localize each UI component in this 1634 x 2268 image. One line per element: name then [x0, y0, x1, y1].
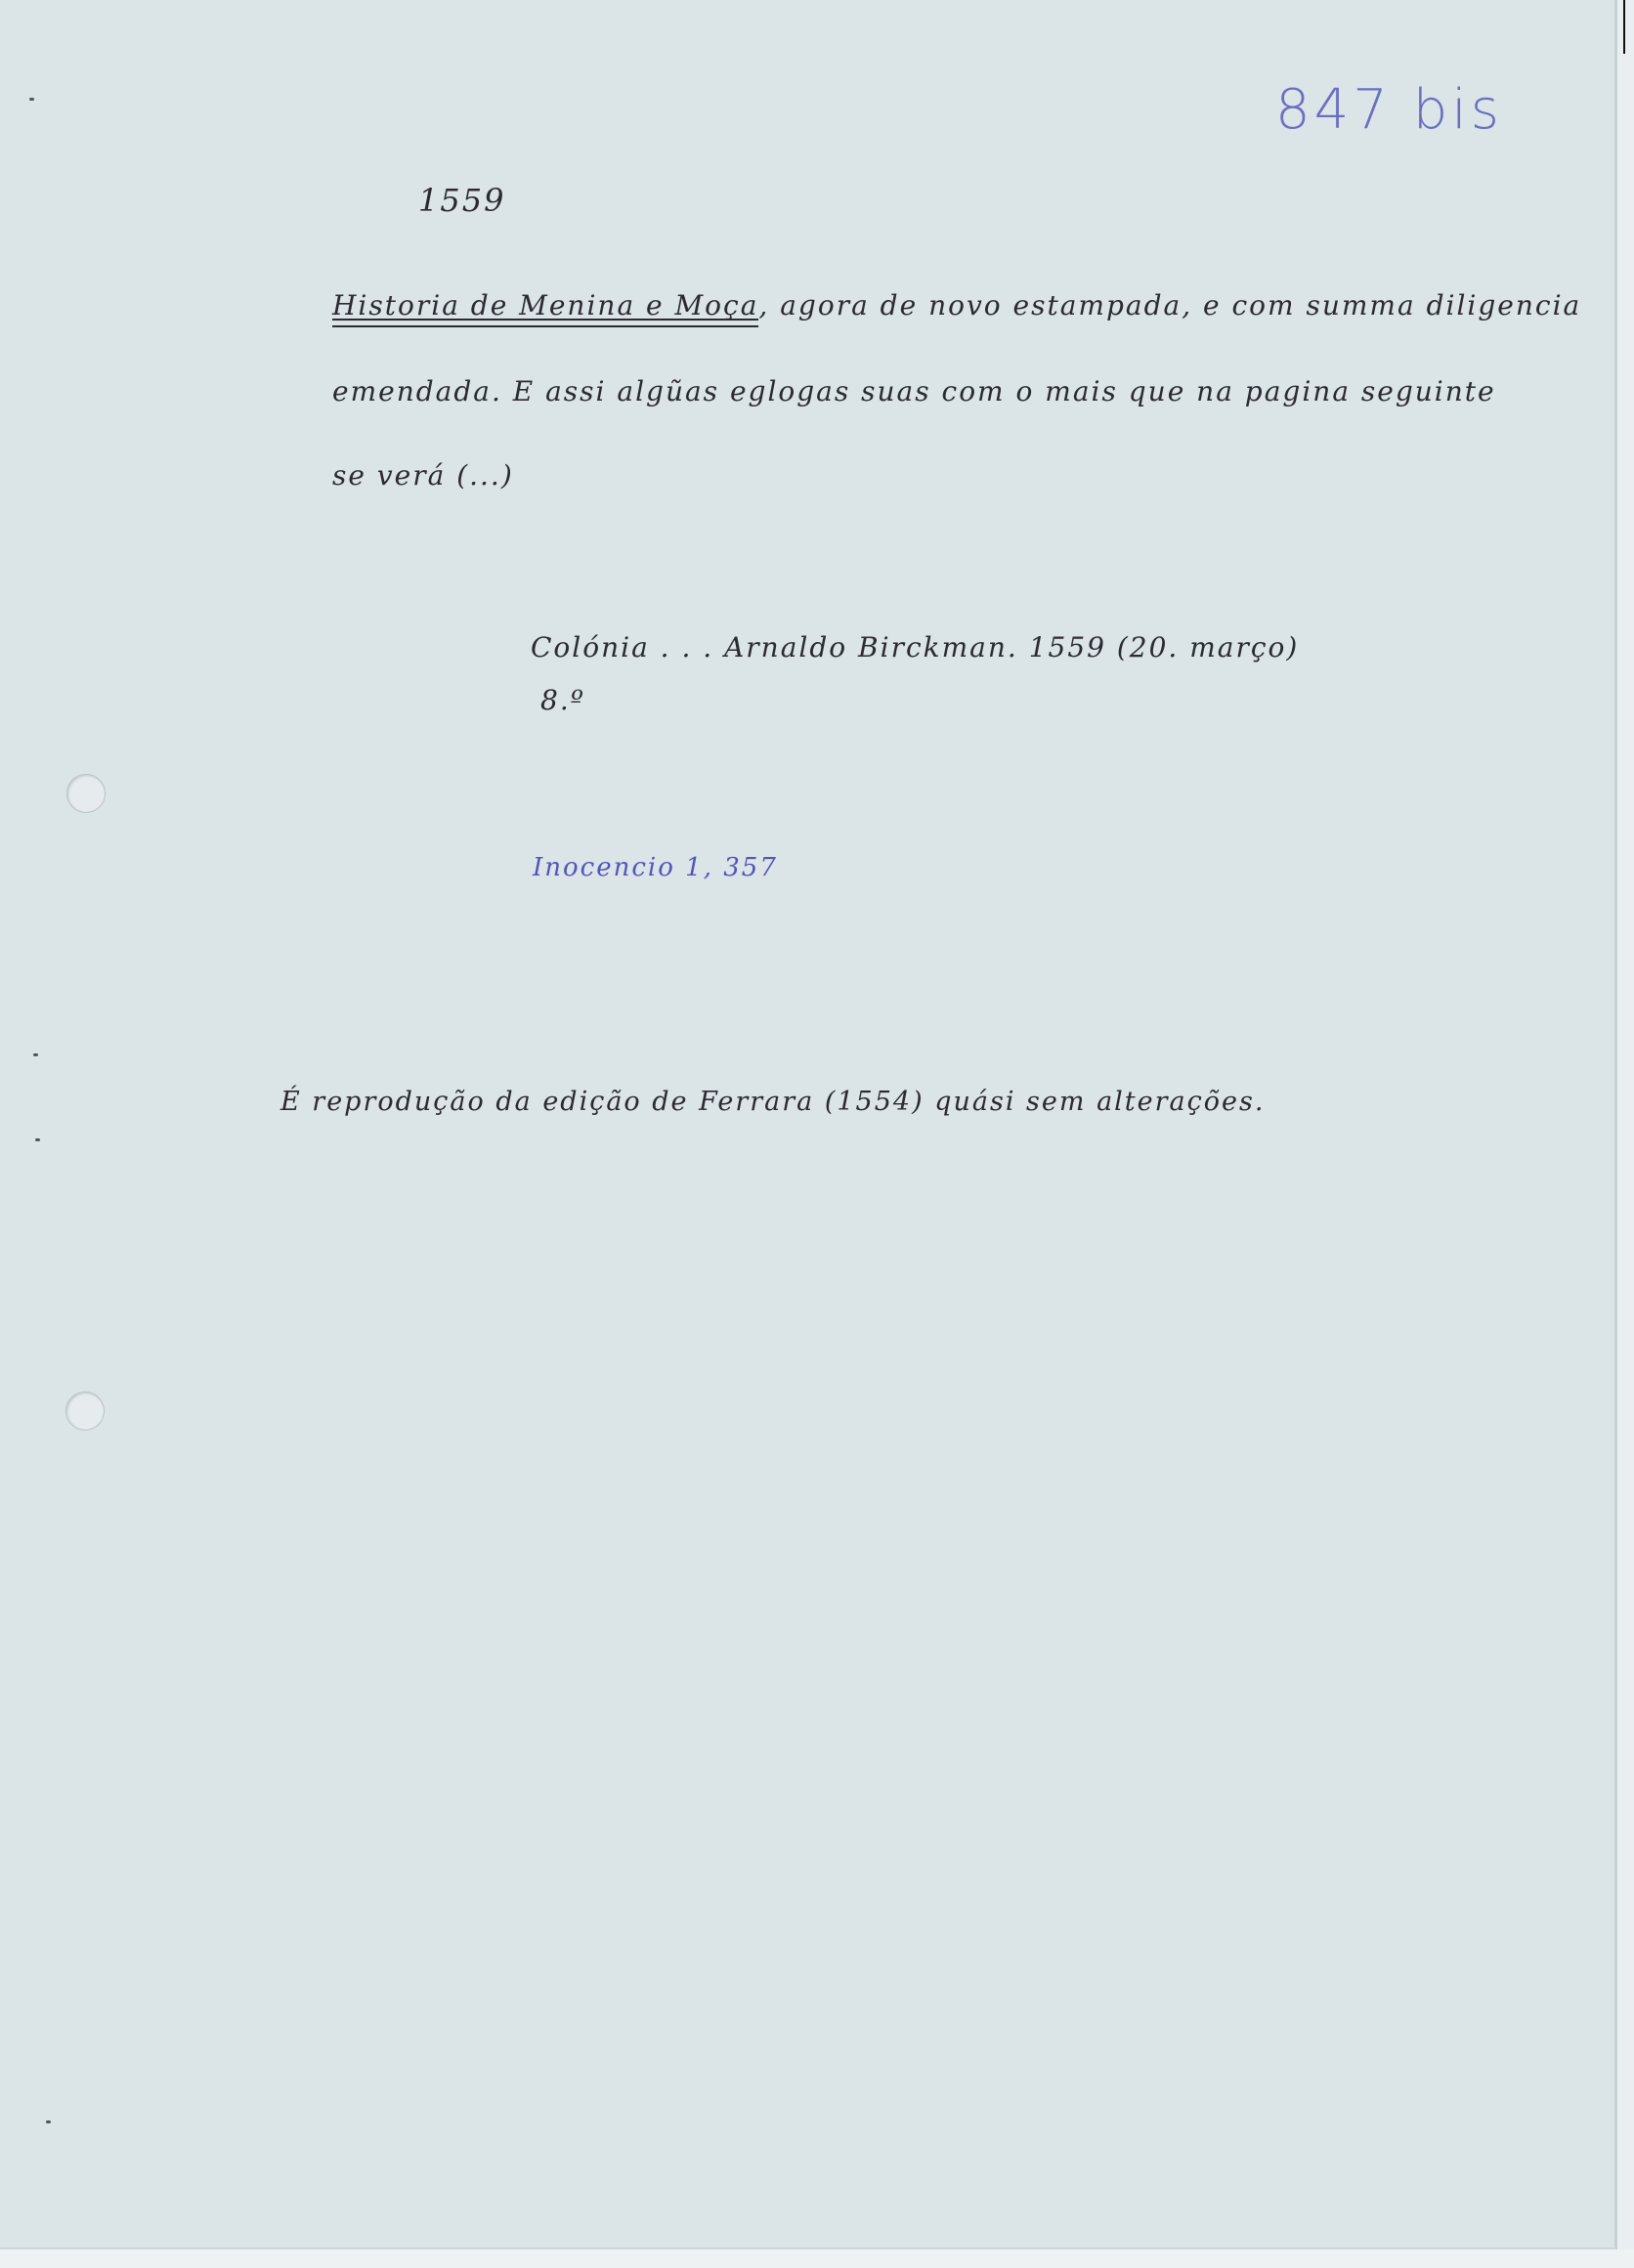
page-right-margin: [1617, 0, 1634, 2268]
paper-speck: [29, 98, 34, 101]
publication-year: 1559: [418, 182, 506, 219]
title-underlined: Historia de Menina e Moça: [332, 289, 759, 321]
paper-speck: [46, 2120, 51, 2123]
title-line-1: [332, 289, 1581, 321]
folio-number: 847 bis: [1275, 78, 1503, 142]
paper-speck: [33, 1053, 38, 1056]
punch-hole-lower: [65, 1391, 105, 1431]
title-line-3: se verá (...): [332, 459, 514, 492]
imprint-line: Colónia . . . Arnaldo Birckman. 1559 (20. março): [531, 631, 1300, 663]
punch-hole-upper: [66, 774, 106, 813]
page-bottom-margin: [0, 2249, 1634, 2268]
edge-mark: [1623, 0, 1625, 54]
title-line-2: emendada. E assi algũas eglogas suas com o mais que na pagina seguinte: [332, 375, 1496, 407]
bibliographic-reference: Inocencio 1, 357: [533, 853, 778, 882]
paper-speck: [35, 1138, 40, 1141]
title-line-1-rest: , agora de novo estampada, e com summa diligencia: [758, 289, 1582, 321]
edition-note: É reprodução da edição de Ferrara (1554) quási sem alterações.: [280, 1087, 1266, 1117]
book-format: 8.º: [540, 684, 585, 716]
